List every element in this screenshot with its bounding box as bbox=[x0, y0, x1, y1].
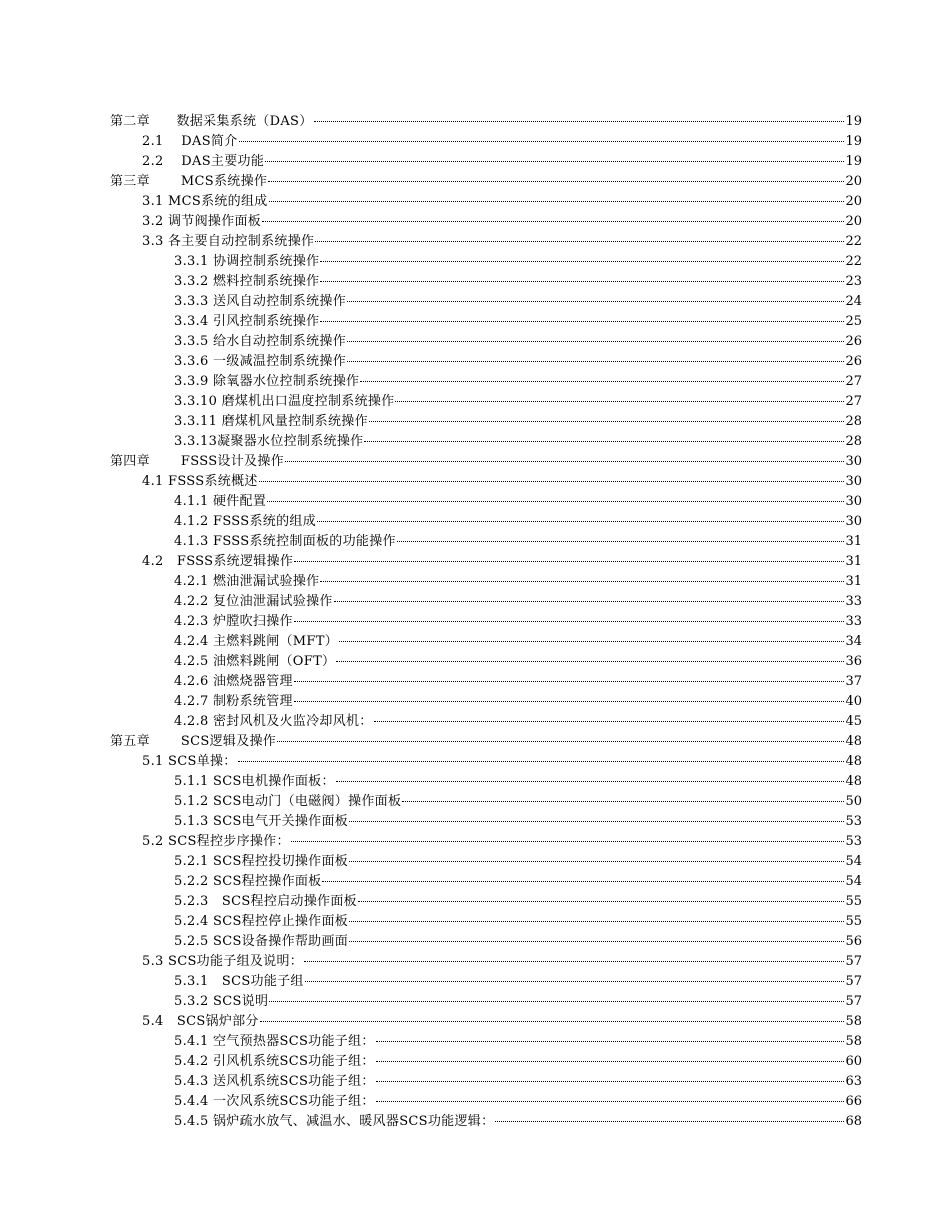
toc-entry[interactable] bbox=[110, 1072, 862, 1092]
toc-entry-title: 4.2.1 燃油泄漏试验操作 bbox=[174, 574, 320, 589]
toc-entry-title: 5.2 SCS程控步序操作： bbox=[142, 834, 290, 849]
toc-entry[interactable] bbox=[110, 772, 862, 792]
toc-dot-leader bbox=[349, 941, 844, 942]
toc-dot-leader bbox=[364, 441, 844, 442]
toc-page-number: 30 bbox=[845, 514, 862, 529]
toc-page-number: 56 bbox=[845, 934, 862, 949]
toc-entry-title: 5.2.2 SCS程控操作面板 bbox=[174, 874, 322, 889]
toc-entry-title: 5.2.3 SCS程控启动操作面板 bbox=[174, 894, 357, 909]
toc-entry[interactable] bbox=[110, 712, 862, 732]
toc-dot-leader bbox=[269, 201, 845, 202]
toc-entry-title: 5.1.2 SCS电动门（电磁阀）操作面板 bbox=[174, 794, 402, 809]
toc-dot-leader bbox=[334, 601, 845, 602]
toc-entry-title: 2.1 DAS简介 bbox=[142, 134, 238, 149]
toc-entry[interactable] bbox=[110, 412, 862, 432]
toc-dot-leader bbox=[285, 461, 845, 462]
toc-entry[interactable] bbox=[110, 1052, 862, 1072]
toc-dot-leader bbox=[339, 641, 844, 642]
toc-dot-leader bbox=[349, 821, 844, 822]
toc-entry[interactable] bbox=[110, 592, 862, 612]
toc-entry-title: 第四章 FSSS设计及操作 bbox=[110, 454, 284, 469]
toc-page-number: 33 bbox=[845, 614, 862, 629]
toc-entry-title: 4.2.7 制粉系统管理 bbox=[174, 694, 293, 709]
toc-entry-title: 4.2.3 炉膛吹扫操作 bbox=[174, 614, 293, 629]
toc-dot-leader bbox=[358, 901, 845, 902]
toc-page-number: 53 bbox=[845, 834, 862, 849]
toc-entry[interactable] bbox=[110, 1012, 862, 1032]
toc-entry-title: 第二章 数据采集系统（DAS） bbox=[110, 114, 313, 129]
table-of-contents bbox=[110, 112, 862, 1132]
toc-dot-leader bbox=[336, 661, 844, 662]
toc-entry[interactable] bbox=[110, 932, 862, 952]
toc-dot-leader bbox=[320, 581, 844, 582]
toc-entry[interactable] bbox=[110, 212, 862, 232]
toc-entry[interactable] bbox=[110, 832, 862, 852]
toc-entry[interactable] bbox=[110, 152, 862, 172]
toc-dot-leader bbox=[347, 341, 844, 342]
toc-dot-leader bbox=[268, 181, 844, 182]
toc-entry-title: 5.2.4 SCS程控停止操作面板 bbox=[174, 914, 349, 929]
toc-entry-title: 5.3 SCS功能子组及说明： bbox=[142, 954, 304, 969]
toc-entry-title: 3.3.3 送风自动控制系统操作 bbox=[174, 294, 347, 309]
toc-page-number: 27 bbox=[845, 374, 862, 389]
toc-entry[interactable] bbox=[110, 792, 862, 812]
toc-entry-title: 4.1.2 FSSS系统的组成 bbox=[174, 514, 316, 529]
toc-entry[interactable] bbox=[110, 992, 862, 1012]
toc-page-number: 28 bbox=[845, 414, 862, 429]
toc-entry[interactable] bbox=[110, 1032, 862, 1052]
toc-page-number: 57 bbox=[845, 974, 862, 989]
toc-dot-leader bbox=[336, 781, 845, 782]
toc-page-number: 22 bbox=[845, 254, 862, 269]
toc-page-number: 40 bbox=[845, 694, 862, 709]
toc-entry[interactable] bbox=[110, 512, 862, 532]
toc-dot-leader bbox=[349, 861, 844, 862]
toc-entry[interactable] bbox=[110, 352, 862, 372]
toc-entry-title: 3.3.1 协调控制系统操作 bbox=[174, 254, 320, 269]
toc-entry-title: 3.3.4 引风控制系统操作 bbox=[174, 314, 320, 329]
toc-entry[interactable] bbox=[110, 652, 862, 672]
toc-page-number: 19 bbox=[845, 154, 862, 169]
toc-page-number: 58 bbox=[845, 1034, 862, 1049]
toc-entry-title: 5.3.2 SCS说明 bbox=[174, 994, 269, 1009]
toc-page-number: 66 bbox=[845, 1094, 862, 1109]
toc-dot-leader bbox=[374, 721, 845, 722]
toc-dot-leader bbox=[260, 1021, 845, 1022]
toc-entry-title: 3.1 MCS系统的组成 bbox=[142, 194, 268, 209]
toc-dot-leader bbox=[277, 741, 844, 742]
toc-dot-leader bbox=[294, 561, 844, 562]
toc-dot-leader bbox=[320, 261, 844, 262]
toc-dot-leader bbox=[259, 481, 845, 482]
toc-entry[interactable] bbox=[110, 392, 862, 412]
toc-entry-title: 5.4.3 送风机系统SCS功能子组： bbox=[174, 1074, 375, 1089]
toc-dot-leader bbox=[304, 961, 844, 962]
toc-entry[interactable] bbox=[110, 452, 862, 472]
toc-page-number: 55 bbox=[845, 894, 862, 909]
toc-dot-leader bbox=[395, 401, 844, 402]
toc-entry-title: 5.4.4 一次风系统SCS功能子组： bbox=[174, 1094, 375, 1109]
toc-entry[interactable] bbox=[110, 892, 862, 912]
toc-entry-title: 4.2.6 油燃烧器管理 bbox=[174, 674, 293, 689]
toc-page-number: 20 bbox=[845, 174, 862, 189]
toc-page-number: 24 bbox=[845, 294, 862, 309]
toc-page-number: 45 bbox=[845, 714, 862, 729]
toc-entry[interactable] bbox=[110, 872, 862, 892]
toc-entry[interactable] bbox=[110, 612, 862, 632]
toc-dot-leader bbox=[291, 841, 845, 842]
toc-page-number: 22 bbox=[845, 234, 862, 249]
toc-page-number: 30 bbox=[845, 474, 862, 489]
toc-dot-leader bbox=[347, 361, 844, 362]
toc-entry[interactable] bbox=[110, 472, 862, 492]
toc-entry[interactable] bbox=[110, 532, 862, 552]
toc-entry-title: 3.3.9 除氧器水位控制系统操作 bbox=[174, 374, 360, 389]
toc-entry[interactable] bbox=[110, 232, 862, 252]
toc-entry[interactable] bbox=[110, 952, 862, 972]
toc-page-number: 53 bbox=[845, 814, 862, 829]
toc-page-number: 58 bbox=[845, 1014, 862, 1029]
toc-page-number: 20 bbox=[845, 214, 862, 229]
toc-entry[interactable] bbox=[110, 1112, 862, 1132]
toc-entry[interactable] bbox=[110, 972, 862, 992]
toc-entry-title: 3.3.13凝聚器水位控制系统操作 bbox=[174, 434, 364, 449]
toc-entry-title: 5.1.3 SCS电气开关操作面板 bbox=[174, 814, 349, 829]
toc-entry[interactable] bbox=[110, 752, 862, 772]
toc-entry-title: 3.2 调节阀操作面板 bbox=[142, 214, 262, 229]
toc-page-number: 20 bbox=[845, 194, 862, 209]
toc-entry-title: 4.1.3 FSSS系统控制面板的功能操作 bbox=[174, 534, 396, 549]
toc-page-number: 48 bbox=[845, 754, 862, 769]
toc-dot-leader bbox=[269, 1001, 844, 1002]
toc-entry[interactable] bbox=[110, 272, 862, 292]
toc-dot-leader bbox=[294, 701, 845, 702]
toc-page-number: 57 bbox=[845, 994, 862, 1009]
toc-entry[interactable] bbox=[110, 912, 862, 932]
toc-dot-leader bbox=[238, 761, 845, 762]
toc-dot-leader bbox=[376, 1081, 845, 1082]
toc-dot-leader bbox=[376, 1041, 845, 1042]
toc-entry[interactable] bbox=[110, 552, 862, 572]
toc-entry-title: 4.2.8 密封风机及火监冷却风机： bbox=[174, 714, 373, 729]
toc-page-number: 31 bbox=[845, 574, 862, 589]
toc-page-number: 34 bbox=[845, 634, 862, 649]
toc-page-number: 37 bbox=[845, 674, 862, 689]
toc-page-number: 50 bbox=[845, 794, 862, 809]
toc-entry-title: 5.2.1 SCS程控投切操作面板 bbox=[174, 854, 349, 869]
toc-dot-leader bbox=[294, 621, 845, 622]
toc-entry[interactable] bbox=[110, 692, 862, 712]
toc-entry[interactable] bbox=[110, 112, 862, 132]
toc-page-number: 26 bbox=[845, 354, 862, 369]
toc-entry[interactable] bbox=[110, 492, 862, 512]
toc-entry-title: 5.4 SCS锅炉部分 bbox=[142, 1014, 259, 1029]
toc-dot-leader bbox=[317, 521, 844, 522]
toc-entry[interactable] bbox=[110, 432, 862, 452]
toc-dot-leader bbox=[314, 121, 845, 122]
toc-page-number: 26 bbox=[845, 334, 862, 349]
toc-dot-leader bbox=[320, 281, 844, 282]
toc-page-number: 68 bbox=[845, 1114, 862, 1129]
toc-entry-title: 3.3.2 燃料控制系统操作 bbox=[174, 274, 320, 289]
toc-entry[interactable] bbox=[110, 812, 862, 832]
toc-dot-leader bbox=[265, 161, 844, 162]
toc-entry-title: 5.2.5 SCS设备操作帮助画面 bbox=[174, 934, 349, 949]
toc-page-number: 54 bbox=[845, 874, 862, 889]
toc-entry-title: 3.3 各主要自动控制系统操作 bbox=[142, 234, 315, 249]
toc-dot-leader bbox=[349, 921, 844, 922]
toc-page-number: 55 bbox=[845, 914, 862, 929]
toc-page-number: 54 bbox=[845, 854, 862, 869]
toc-entry-title: 4.1.1 硬件配置 bbox=[174, 494, 267, 509]
toc-dot-leader bbox=[360, 381, 844, 382]
toc-entry-title: 4.2 FSSS系统逻辑操作 bbox=[142, 554, 294, 569]
toc-entry-title: 4.2.5 油燃料跳闸（OFT） bbox=[174, 654, 336, 669]
toc-entry[interactable] bbox=[110, 852, 862, 872]
toc-dot-leader bbox=[376, 1101, 845, 1102]
toc-entry-title: 2.2 DAS主要功能 bbox=[142, 154, 265, 169]
toc-page-number: 31 bbox=[845, 554, 862, 569]
toc-entry[interactable] bbox=[110, 632, 862, 652]
toc-dot-leader bbox=[239, 141, 845, 142]
toc-entry-title: 4.2.4 主燃料跳闸（MFT） bbox=[174, 634, 339, 649]
toc-dot-leader bbox=[267, 501, 844, 502]
toc-entry-title: 3.3.10 磨煤机出口温度控制系统操作 bbox=[174, 394, 395, 409]
toc-dot-leader bbox=[402, 801, 844, 802]
toc-entry[interactable] bbox=[110, 252, 862, 272]
toc-entry[interactable] bbox=[110, 572, 862, 592]
toc-page-number: 28 bbox=[845, 434, 862, 449]
toc-entry-title: 5.4.2 引风机系统SCS功能子组： bbox=[174, 1054, 375, 1069]
toc-entry-title: 4.1 FSSS系统概述 bbox=[142, 474, 258, 489]
toc-entry-title: 3.3.5 给水自动控制系统操作 bbox=[174, 334, 347, 349]
toc-dot-leader bbox=[347, 301, 844, 302]
toc-entry[interactable] bbox=[110, 292, 862, 312]
toc-entry-title: 3.3.11 磨煤机风量控制系统操作 bbox=[174, 414, 368, 429]
toc-dot-leader bbox=[315, 241, 844, 242]
toc-dot-leader bbox=[397, 541, 845, 542]
toc-dot-leader bbox=[320, 321, 844, 322]
toc-dot-leader bbox=[495, 1121, 844, 1122]
toc-page-number: 60 bbox=[845, 1054, 862, 1069]
toc-entry[interactable] bbox=[110, 372, 862, 392]
toc-dot-leader bbox=[262, 221, 844, 222]
toc-page-number: 30 bbox=[845, 494, 862, 509]
toc-page-number: 48 bbox=[845, 774, 862, 789]
toc-page-number: 23 bbox=[845, 274, 862, 289]
toc-page-number: 27 bbox=[845, 394, 862, 409]
toc-entry-title: 5.1 SCS单操： bbox=[142, 754, 237, 769]
toc-page-number: 36 bbox=[845, 654, 862, 669]
toc-entry[interactable] bbox=[110, 132, 862, 152]
toc-dot-leader bbox=[322, 881, 844, 882]
toc-entry-title: 第五章 SCS逻辑及操作 bbox=[110, 734, 277, 749]
toc-entry[interactable] bbox=[110, 332, 862, 352]
toc-entry-title: 第三章 MCS系统操作 bbox=[110, 174, 268, 189]
toc-entry-title: 4.2.2 复位油泄漏试验操作 bbox=[174, 594, 333, 609]
toc-entry[interactable] bbox=[110, 672, 862, 692]
toc-page-number: 63 bbox=[845, 1074, 862, 1089]
toc-entry[interactable] bbox=[110, 732, 862, 752]
toc-page-number: 57 bbox=[845, 954, 862, 969]
toc-page-number: 31 bbox=[845, 534, 862, 549]
toc-entry[interactable] bbox=[110, 312, 862, 332]
toc-page-number: 30 bbox=[845, 454, 862, 469]
toc-dot-leader bbox=[376, 1061, 845, 1062]
toc-page-number: 25 bbox=[845, 314, 862, 329]
toc-entry[interactable] bbox=[110, 172, 862, 192]
toc-entry-title: 5.1.1 SCS电机操作面板： bbox=[174, 774, 335, 789]
toc-entry[interactable] bbox=[110, 1092, 862, 1112]
toc-entry-title: 3.3.6 一级减温控制系统操作 bbox=[174, 354, 347, 369]
toc-page-number: 48 bbox=[845, 734, 862, 749]
toc-page-number: 19 bbox=[845, 134, 862, 149]
toc-entry-title: 5.4.5 锅炉疏水放气、减温水、暖风器SCS功能逻辑： bbox=[174, 1114, 495, 1129]
toc-entry-title: 5.4.1 空气预热器SCS功能子组： bbox=[174, 1034, 375, 1049]
toc-entry-title: 5.3.1 SCS功能子组 bbox=[174, 974, 304, 989]
toc-entry[interactable] bbox=[110, 192, 862, 212]
toc-page-number: 33 bbox=[845, 594, 862, 609]
toc-dot-leader bbox=[369, 421, 845, 422]
toc-dot-leader bbox=[305, 981, 845, 982]
toc-page-number: 19 bbox=[845, 114, 862, 129]
toc-dot-leader bbox=[294, 681, 845, 682]
